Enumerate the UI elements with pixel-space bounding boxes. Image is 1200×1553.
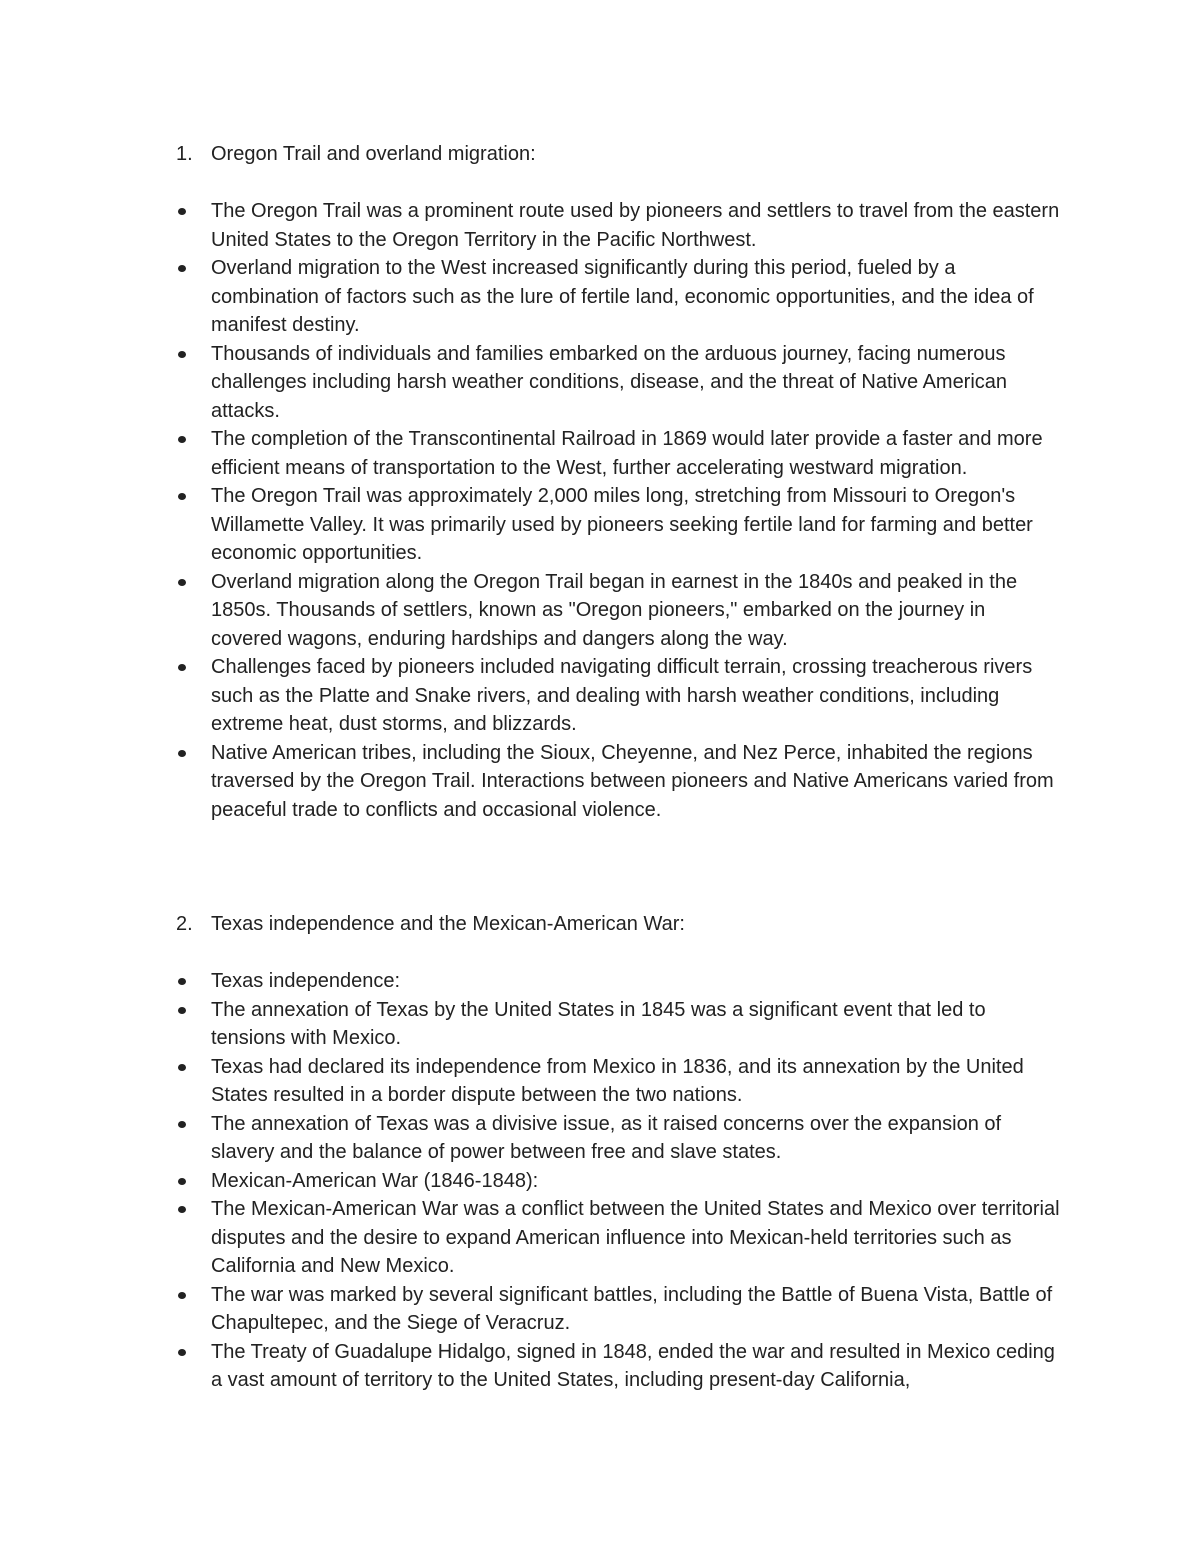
bullet-icon — [178, 1121, 186, 1128]
list-item-text: The war was marked by several significant battles, including the Battle of Buena Vista, Battle of Chapultepec, and the Siege of Veracruz. — [211, 1283, 1053, 1334]
list-item — [0, 568, 1061, 654]
list-item — [0, 254, 1061, 340]
bullet-icon — [178, 493, 186, 500]
bullet-icon — [178, 265, 186, 272]
section-title: Oregon Trail and overland migration: — [211, 143, 536, 165]
list-item-text: The Oregon Trail was a prominent route used by pioneers and settlers to travel from the eastern United States to the Oregon Territory in the Pacific Northwest. — [211, 200, 1060, 251]
section-texas-mexican-war — [0, 910, 1200, 1395]
list-item-text: The Oregon Trail was approximately 2,000 miles long, stretching from Missouri to Oregon's Willamette Valley. It was primarily used by pioneers seeking fertile land for farming and better economic opportunities. — [211, 485, 1033, 564]
bullet-icon — [178, 351, 186, 358]
list-item — [0, 1053, 1061, 1110]
bullet-icon — [178, 1007, 186, 1014]
list-item-text: Texas independence: — [211, 970, 401, 992]
list-item — [0, 739, 1061, 825]
bullet-icon — [178, 1064, 186, 1071]
bullet-icon — [178, 579, 186, 586]
bullet-icon — [178, 1349, 186, 1356]
bullet-icon — [178, 978, 186, 985]
section-title: Texas independence and the Mexican-American War: — [211, 913, 685, 935]
list-item — [0, 1195, 1061, 1281]
bullet-icon — [178, 1206, 186, 1213]
list-item — [0, 1338, 1061, 1395]
bullet-icon — [178, 1178, 186, 1185]
bullet-icon — [178, 750, 186, 757]
bullet-icon — [178, 1292, 186, 1299]
list-item — [0, 340, 1061, 426]
list-item-text: Texas had declared its independence from Mexico in 1836, and its annexation by the United States resulted in a border dispute between the two nations. — [211, 1055, 1024, 1106]
bullet-icon — [178, 436, 186, 443]
list-item — [0, 197, 1061, 254]
list-item — [0, 653, 1061, 739]
list-item-text: The Mexican-American War was a conflict between the United States and Mexico over territorial disputes and the desire to expand American influence into Mexican-held territories such as California and New Mexico. — [211, 1198, 1060, 1277]
list-item-text: Challenges faced by pioneers included navigating difficult terrain, crossing treacherous rivers such as the Platte and Snake rivers, and dealing with harsh weather conditions, including extreme heat, dust storms, and blizzards. — [211, 656, 1033, 735]
list-item-text: The Treaty of Guadalupe Hidalgo, signed in 1848, ended the war and resulted in Mexico ceding a vast amount of territory to the United States, including present-day California, — [211, 1340, 1055, 1391]
bullet-icon — [178, 208, 186, 215]
list-item — [0, 482, 1061, 568]
section-heading — [0, 140, 1200, 170]
list-item — [0, 967, 1061, 996]
list-item — [0, 1167, 1061, 1196]
list-item-text: Mexican-American War (1846-1848): — [211, 1169, 539, 1192]
bullet-icon — [178, 664, 186, 671]
list-item-text: The annexation of Texas was a divisive issue, as it raised concerns over the expansion of slavery and the balance of power between free and slave states. — [211, 1112, 1002, 1163]
list-item-text: The annexation of Texas by the United States in 1845 was a significant event that led to tensions with Mexico. — [211, 998, 986, 1049]
list-item-text: Overland migration to the West increased significantly during this period, fueled by a combination of factors such as the lure of fertile land, economic opportunities, and the idea of manifest destiny. — [211, 257, 1034, 336]
bullet-list — [0, 197, 1200, 824]
list-item-text: Thousands of individuals and families embarked on the arduous journey, facing numerous challenges including harsh weather conditions, disease, and the threat of Native American attacks. — [211, 342, 1008, 422]
list-item — [0, 425, 1061, 482]
list-item — [0, 1281, 1061, 1338]
list-item-text: Native American tribes, including the Sioux, Cheyenne, and Nez Perce, inhabited the regions traversed by the Oregon Trail. Interactions between pioneers and Native Americans varied from peaceful trade to conflicts and occasional violence. — [211, 741, 1054, 821]
section-number: 1. — [176, 143, 193, 165]
section-number: 2. — [176, 913, 193, 935]
list-item — [0, 996, 1061, 1053]
bullet-list — [0, 967, 1200, 1395]
list-item — [0, 1110, 1061, 1167]
section-oregon-trail — [0, 140, 1200, 824]
section-heading — [0, 910, 1200, 940]
list-item-text: Overland migration along the Oregon Trail began in earnest in the 1840s and peaked in the 1850s. Thousands of settlers, known as "Oregon pioneers," embarked on the journey in covered wagons, enduring hardships and dangers along the way. — [211, 570, 1018, 650]
list-item-text: The completion of the Transcontinental Railroad in 1869 would later provide a faster and more efficient means of transportation to the West, further accelerating westward migration. — [211, 428, 1043, 479]
